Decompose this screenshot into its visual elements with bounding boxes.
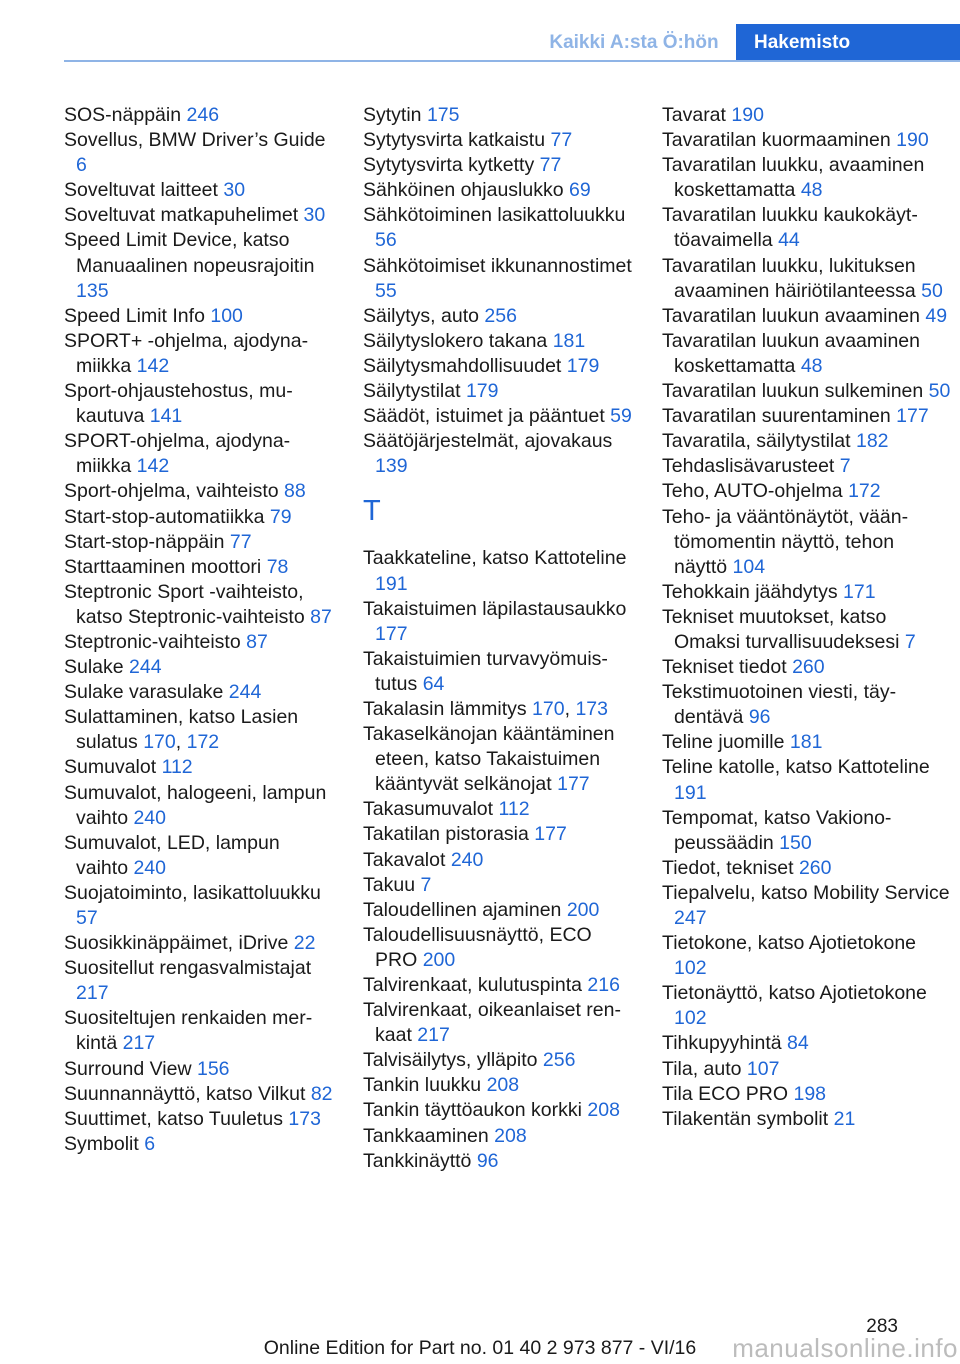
index-entry-text: Teho, AUTO-ohjelma bbox=[662, 480, 849, 503]
index-entry-text: Suunnannäyttö, katso Vilkut bbox=[64, 1082, 311, 1105]
page-reference-link[interactable]: 260 bbox=[798, 856, 832, 879]
index-entry bbox=[363, 597, 635, 647]
page-reference-link[interactable]: 48 bbox=[800, 354, 823, 377]
page-reference-link[interactable]: 208 bbox=[494, 1124, 527, 1147]
index-entry bbox=[363, 103, 635, 128]
index-entry-text: Sport-ohjelma, vaihteisto bbox=[64, 480, 285, 503]
index-entry bbox=[64, 429, 336, 479]
index-entry bbox=[64, 128, 336, 178]
index-entry-text: Tankin täyttöaukon korkki bbox=[363, 1099, 588, 1122]
index-entry-text: Tilakentän symbolit bbox=[662, 1107, 834, 1130]
index-entry-text: Säätöjärjestelmät, ajovakaus bbox=[363, 430, 613, 453]
index-entry-text: Tavaratilan luukku kaukokäyttöavaimella bbox=[662, 204, 918, 252]
page-reference-link[interactable]: 179 bbox=[566, 354, 600, 377]
page-reference-link[interactable]: 208 bbox=[486, 1074, 520, 1097]
index-entry bbox=[64, 1006, 336, 1056]
page-reference-link[interactable]: 7 bbox=[420, 873, 432, 896]
index-entry-text: Teho- ja vääntönäytöt, vääntömomentin näyttö, tehon näyttö bbox=[662, 505, 909, 578]
index-entry bbox=[363, 178, 635, 203]
index-entry bbox=[64, 755, 336, 780]
index-entry bbox=[363, 329, 635, 354]
page-reference-link[interactable]: 56 bbox=[375, 229, 397, 252]
index-entry bbox=[662, 379, 952, 404]
index-entry bbox=[662, 429, 952, 454]
index-entry-text: Tila, auto bbox=[662, 1057, 747, 1080]
index-entry-text: Sytytin bbox=[363, 104, 427, 126]
page-reference-link[interactable]: 6 bbox=[144, 1132, 156, 1155]
index-entry bbox=[64, 680, 336, 705]
page-reference-link[interactable]: 179 bbox=[465, 380, 499, 403]
index-entry bbox=[64, 103, 336, 128]
index-entry-text: Tavaratilan luukun sulkeminen bbox=[662, 380, 929, 403]
index-entry-text: Taakkateline, katso Kattoteline bbox=[363, 547, 627, 570]
index-entry-text: Teline juomille bbox=[662, 731, 790, 754]
page-reference-link[interactable]: 102 bbox=[674, 957, 707, 980]
index-entry-text: Suositeltujen renkaiden merkintä bbox=[64, 1007, 313, 1055]
index-entry-text: Tavaratilan luukun avaaminen bbox=[662, 304, 926, 327]
index-entry-text: Takuu bbox=[363, 873, 421, 896]
index-entry-text: Talvirenkaat, kulutuspinta bbox=[363, 974, 588, 996]
page-reference-link[interactable]: 78 bbox=[266, 555, 289, 578]
page-reference-link[interactable]: 102 bbox=[674, 1007, 707, 1030]
index-entry-text: Taloudellinen ajaminen bbox=[363, 898, 567, 921]
index-entry bbox=[64, 1082, 336, 1107]
index-entry bbox=[64, 781, 336, 831]
index-entry-text: Tavaratilan luukku, lukituksen avaaminen häiriötilanteessa bbox=[662, 254, 922, 302]
index-entry bbox=[363, 1048, 635, 1073]
page-reference-link[interactable]: 96 bbox=[476, 1149, 499, 1172]
page-reference-link[interactable]: 171 bbox=[843, 580, 876, 603]
page-reference-link[interactable]: 50 bbox=[928, 380, 951, 403]
page-reference-link[interactable]: 79 bbox=[269, 505, 292, 528]
index-entry-text: Tihkupyyhintä bbox=[662, 1032, 788, 1055]
page-reference-link[interactable]: 30 bbox=[223, 179, 246, 202]
index-entry bbox=[363, 304, 635, 329]
page-reference-link[interactable]: 44 bbox=[778, 229, 800, 252]
page-reference-link[interactable]: 49 bbox=[925, 304, 948, 327]
page-reference-link[interactable]: 64 bbox=[422, 672, 445, 695]
index-entry-text: Tietonäyttö, katso Ajotietokone bbox=[662, 982, 927, 1005]
page-reference-link[interactable]: 21 bbox=[833, 1107, 856, 1130]
index-entry bbox=[662, 103, 952, 128]
index-entry: Sulattaminen, katso Lasien sulatus 170, 172 bbox=[64, 706, 299, 754]
page-reference-link[interactable]: 177 bbox=[896, 405, 929, 428]
index-entry-text: Säilytystilat bbox=[363, 380, 466, 403]
index-entry-text: Takavalot bbox=[363, 848, 451, 871]
index-column-3 bbox=[662, 103, 952, 1132]
index-entry bbox=[363, 722, 635, 797]
page-header bbox=[0, 0, 960, 66]
index-entry: Takalasin lämmitys 170, 173 bbox=[363, 697, 608, 720]
page-reference-link[interactable]: 104 bbox=[732, 555, 766, 578]
page-reference-link[interactable]: 84 bbox=[787, 1032, 809, 1055]
page-reference-link[interactable]: 173 bbox=[575, 697, 608, 720]
index-entry bbox=[363, 998, 635, 1048]
page-reference-link[interactable]: 256 bbox=[484, 304, 517, 327]
page-reference-link[interactable]: 173 bbox=[288, 1107, 321, 1130]
index-entry bbox=[662, 730, 952, 755]
index-entry-text: SPORT+ -ohjelma, ajodynamiikka bbox=[64, 329, 309, 377]
page-reference-link[interactable]: 77 bbox=[229, 530, 252, 553]
index-entry bbox=[662, 605, 952, 655]
page-reference-link[interactable]: 177 bbox=[534, 823, 567, 846]
index-entry bbox=[662, 454, 952, 479]
page-reference-link[interactable]: 7 bbox=[904, 630, 916, 653]
index-entry-text: Steptronic-vaihteisto bbox=[64, 630, 247, 653]
page-reference-link[interactable]: 190 bbox=[731, 104, 764, 126]
index-entry bbox=[64, 1057, 336, 1082]
index-entry bbox=[64, 555, 336, 580]
index-entry bbox=[64, 630, 336, 655]
index-entry-text: Tavarat bbox=[662, 104, 732, 126]
index-entry bbox=[363, 379, 635, 404]
page-reference-link[interactable]: 57 bbox=[76, 907, 98, 929]
page-reference-link[interactable]: 139 bbox=[375, 455, 408, 478]
index-entry-text: Tehdaslisävarusteet bbox=[662, 455, 840, 478]
index-entry bbox=[363, 923, 635, 973]
page-reference-link[interactable]: 142 bbox=[136, 354, 170, 377]
index-entry-text: Sovellus, BMW Driver’s Guide bbox=[64, 129, 326, 152]
index-entry bbox=[662, 329, 952, 379]
page-reference-link[interactable]: 198 bbox=[793, 1082, 827, 1105]
index-entry bbox=[363, 873, 635, 898]
page-reference-link[interactable]: 240 bbox=[450, 848, 484, 871]
index-entry bbox=[363, 797, 635, 822]
index-entry-text: Start-stop-automatiikka bbox=[64, 505, 270, 528]
page-reference-link[interactable]: 181 bbox=[789, 731, 823, 754]
watermark: manualsonline.info bbox=[732, 1333, 958, 1363]
edition-footer: Online Edition for Part no. 01 40 2 973 877 - VI/16 bbox=[263, 1337, 697, 1359]
index-entry-text: Takaselkänojan kääntäminen eteen, katso Takaistuimen kääntyvät selkänojat bbox=[363, 723, 615, 796]
index-entry bbox=[64, 479, 336, 504]
index-entry-text: Tavaratilan kuormaaminen bbox=[662, 129, 897, 152]
index-entry-text: Sähkötoiminen lasikattoluukku bbox=[363, 204, 626, 227]
index-entry bbox=[64, 655, 336, 680]
index-entry-text: Teline katolle, katso Kattoteline bbox=[662, 756, 930, 779]
index-entry-text: Suojatoiminto, lasikattoluukku bbox=[64, 881, 321, 904]
index-entry-text: Sähkötoimiset ikkunannostimet bbox=[363, 254, 632, 277]
index-entry-text: Talvirenkaat, oikeanlaiset renkaat bbox=[363, 999, 621, 1047]
index-entry bbox=[363, 546, 635, 596]
index-entry bbox=[64, 881, 336, 931]
index-entry bbox=[64, 831, 336, 881]
page-reference-link[interactable]: 170 bbox=[143, 731, 176, 754]
index-entry-text: Suuttimet, katso Tuuletus bbox=[64, 1107, 289, 1130]
page-reference-link[interactable]: 7 bbox=[839, 455, 851, 478]
index-entry bbox=[662, 1082, 952, 1107]
index-entry-text: Starttaaminen moottori bbox=[64, 555, 267, 578]
page-reference-link[interactable]: 55 bbox=[375, 279, 397, 302]
index-entry-text: Symbolit bbox=[64, 1132, 145, 1155]
page-reference-link[interactable]: 172 bbox=[848, 480, 881, 503]
index-entry bbox=[662, 580, 952, 605]
page-reference-link[interactable]: 190 bbox=[896, 129, 929, 152]
page-reference-link[interactable]: 150 bbox=[779, 831, 812, 854]
index-entry-text: Tavaratilan suurentaminen bbox=[662, 405, 897, 428]
page-reference-link[interactable]: 217 bbox=[122, 1032, 156, 1055]
index-tab[interactable]: Hakemisto bbox=[736, 24, 960, 62]
index-entry-text: Sähköinen ohjauslukko bbox=[363, 179, 569, 202]
page-reference-link[interactable]: 217 bbox=[417, 1024, 450, 1047]
index-entry-text: Soveltuvat laitteet bbox=[64, 179, 224, 202]
page-reference-link[interactable]: 107 bbox=[746, 1057, 780, 1080]
index-entry-text: Takalasin lämmitys bbox=[363, 697, 533, 720]
page-reference-link[interactable]: 69 bbox=[568, 179, 591, 202]
page-reference-link[interactable]: 77 bbox=[539, 154, 562, 177]
page-reference-link[interactable]: 87 bbox=[246, 630, 268, 653]
index-entry-text: Steptronic Sport -vaihteisto, katso Steptronic-vaihteisto bbox=[64, 580, 311, 628]
index-entry bbox=[64, 178, 336, 203]
index-entry bbox=[64, 203, 336, 228]
page-reference-link[interactable]: 244 bbox=[228, 681, 262, 704]
index-entry bbox=[363, 153, 635, 178]
index-entry bbox=[662, 981, 952, 1031]
index-column-2 bbox=[363, 103, 635, 1174]
index-entry-text: Taloudellisuusnäyttö, ECO PRO bbox=[363, 923, 592, 971]
page-reference-link[interactable]: 88 bbox=[284, 480, 306, 503]
index-entry bbox=[64, 379, 336, 429]
index-entry-text: Suositellut rengasvalmistajat bbox=[64, 957, 312, 980]
page-reference-link[interactable]: 156 bbox=[196, 1057, 230, 1080]
index-entry-text: Takaistuimien turvavyömuistutus bbox=[363, 647, 608, 695]
page-reference-link[interactable]: 142 bbox=[136, 455, 170, 478]
page-reference-link[interactable]: 59 bbox=[610, 405, 632, 428]
page-reference-link[interactable]: 50 bbox=[921, 279, 943, 302]
page-reference-link[interactable]: 182 bbox=[855, 430, 889, 453]
index-entry-text: Soveltuvat matkapuhelimet bbox=[64, 204, 304, 227]
index-entry-text: Sulake bbox=[64, 656, 130, 679]
index-entry-text: Sytytysvirta katkaistu bbox=[363, 129, 551, 152]
index-entry-text: Tekniset muutokset, katso Omaksi turvallisuudeksesi bbox=[662, 605, 905, 653]
index-entry-text: Tankkaaminen bbox=[363, 1124, 495, 1147]
index-entry-text: Säädöt, istuimet ja pääntuet bbox=[363, 405, 611, 428]
header-rule bbox=[64, 60, 960, 62]
index-entry bbox=[64, 530, 336, 555]
index-entry-text: Tankkinäyttö bbox=[363, 1149, 477, 1172]
index-entry bbox=[662, 856, 952, 881]
index-entry bbox=[662, 806, 952, 856]
page-reference-link[interactable]: 240 bbox=[133, 806, 166, 829]
index-entry bbox=[363, 1098, 635, 1123]
index-entry bbox=[662, 479, 952, 504]
page-reference-link[interactable]: 96 bbox=[748, 706, 771, 729]
index-entry-text: Takatilan pistorasia bbox=[363, 823, 535, 846]
page-reference-link[interactable]: 181 bbox=[552, 329, 586, 352]
index-entry-text: SPORT-ohjelma, ajodynamiikka bbox=[64, 430, 291, 478]
index-entry bbox=[363, 254, 635, 304]
index-entry-text: Suosikkinäppäimet, iDrive bbox=[64, 932, 294, 955]
index-entry bbox=[64, 1132, 336, 1157]
page-number: 283 bbox=[866, 1316, 898, 1337]
index-entry bbox=[64, 1107, 336, 1132]
page-reference-link[interactable]: 260 bbox=[792, 656, 825, 679]
page-reference-link[interactable]: 112 bbox=[161, 756, 193, 779]
index-entry bbox=[662, 1057, 952, 1082]
page-reference-link[interactable]: 200 bbox=[566, 898, 600, 921]
index-entry-text: Tempomat, katso Vakionopeussäädin bbox=[662, 806, 892, 854]
index-entry-text: Tekstimuotoinen viesti, täydentävä bbox=[662, 681, 897, 729]
index-column-1 bbox=[64, 103, 336, 1157]
index-entry bbox=[363, 848, 635, 873]
index-entry bbox=[662, 254, 952, 304]
index-entry-text: Tietokone, katso Ajotietokone bbox=[662, 932, 917, 955]
index-entry-text: Sytytysvirta kytketty bbox=[363, 154, 540, 177]
page-reference-link[interactable]: 240 bbox=[133, 856, 166, 879]
index-entry bbox=[662, 128, 952, 153]
index-entry bbox=[662, 153, 952, 203]
index-entry bbox=[363, 354, 635, 379]
index-entry bbox=[363, 1149, 635, 1174]
index-entry-text: Tiedot, tekniset bbox=[662, 856, 799, 879]
page-reference-link[interactable]: 6 bbox=[76, 154, 87, 177]
index-entry-text: Tavaratila, säilytystilat bbox=[662, 430, 856, 453]
page-reference-link[interactable]: 172 bbox=[186, 731, 220, 754]
index-entry bbox=[363, 822, 635, 847]
index-entry bbox=[363, 203, 635, 253]
index-entry bbox=[662, 1031, 952, 1056]
page-reference-link[interactable]: 208 bbox=[587, 1099, 620, 1122]
index-entry-text: Tekniset tiedot bbox=[662, 656, 793, 679]
index-entry-text: Tila ECO PRO bbox=[662, 1082, 794, 1105]
page-reference-link[interactable]: 177 bbox=[375, 622, 408, 645]
index-entry-text: Sumuvalot, halogeeni, lampun vaihto bbox=[64, 781, 327, 829]
index-entry bbox=[662, 203, 952, 253]
index-entry-text: Start-stop-näppäin bbox=[64, 530, 230, 553]
index-entry bbox=[662, 1107, 952, 1132]
index-entry-text: Takaistuimen läpilastausaukko bbox=[363, 597, 627, 620]
index-entry-text: Sport-ohjaustehostus, mukautuva bbox=[64, 380, 293, 428]
index-entry bbox=[662, 655, 952, 680]
index-entry bbox=[662, 881, 952, 931]
index-entry-text: Talvisäilytys, ylläpito bbox=[363, 1049, 543, 1072]
index-entry bbox=[64, 931, 336, 956]
page-reference-link[interactable]: 247 bbox=[674, 907, 707, 929]
index-entry bbox=[363, 128, 635, 153]
page-reference-link[interactable]: 135 bbox=[76, 279, 109, 302]
index-entry-text: Tavaratilan luukku, avaaminen koskettamatta bbox=[662, 154, 925, 202]
page-reference-link[interactable]: 256 bbox=[542, 1049, 576, 1072]
section-tab[interactable]: Kaikki A:sta Ö:hön bbox=[549, 32, 719, 53]
page-reference-link[interactable]: 22 bbox=[293, 932, 316, 955]
index-entry bbox=[662, 505, 952, 580]
index-entry-text: Tankin luukku bbox=[363, 1074, 487, 1097]
index-entry-text: Sumuvalot bbox=[64, 756, 162, 779]
index-entry-text: Säilytys, auto bbox=[363, 304, 485, 327]
index-entry bbox=[662, 304, 952, 329]
page-reference-link[interactable]: 141 bbox=[149, 405, 183, 428]
index-entry bbox=[64, 304, 336, 329]
index-entry bbox=[363, 429, 635, 479]
index-entry bbox=[64, 580, 336, 630]
index-entry bbox=[363, 1124, 635, 1149]
index-entry bbox=[662, 755, 952, 805]
index-entry bbox=[64, 505, 336, 530]
index-entry-text: Sulattaminen, katso Lasien sulatus bbox=[64, 706, 299, 754]
page-reference-link[interactable]: 82 bbox=[310, 1082, 333, 1105]
page-reference-link[interactable]: 191 bbox=[375, 572, 408, 595]
page-reference-link[interactable]: 100 bbox=[210, 304, 243, 327]
page-reference-link[interactable]: 191 bbox=[674, 781, 707, 804]
index-entry-text: Säilytyslokero takana bbox=[363, 329, 553, 352]
page-reference-link[interactable]: 200 bbox=[422, 948, 456, 971]
index-letter-heading: T bbox=[363, 495, 381, 528]
page-reference-link[interactable]: 112 bbox=[498, 798, 530, 821]
page-reference-link[interactable]: 216 bbox=[587, 974, 620, 996]
index-entry bbox=[662, 931, 952, 981]
index-entry bbox=[662, 680, 952, 730]
index-entry-text: Tiepalvelu, katso Mobility Service bbox=[662, 881, 950, 904]
index-entry bbox=[64, 329, 336, 379]
index-entry-text: Tehokkain jäähdytys bbox=[662, 580, 844, 603]
page-reference-link[interactable]: 246 bbox=[186, 104, 220, 126]
page-reference-link[interactable]: 170 bbox=[532, 697, 565, 720]
index-entry-text: Takasumuvalot bbox=[363, 798, 499, 821]
index-entry-text: Sulake varasulake bbox=[64, 681, 229, 704]
index-entry-text: Tavaratilan luukun avaaminen koskettamatta bbox=[662, 329, 920, 377]
index-entry bbox=[363, 973, 635, 998]
page-reference-link[interactable]: 48 bbox=[800, 179, 823, 202]
page-reference-link[interactable]: 244 bbox=[129, 656, 162, 679]
index-entry bbox=[363, 1073, 635, 1098]
index-entry-text: Surround View bbox=[64, 1057, 197, 1080]
index-entry-text: Säilytysmahdollisuudet bbox=[363, 354, 567, 377]
index-entry bbox=[64, 228, 336, 303]
page-reference-link[interactable]: 77 bbox=[550, 129, 573, 152]
index-entry-text: Speed Limit Device, katso Manuaalinen nopeusrajoitin bbox=[64, 229, 315, 277]
index-entry-text: Speed Limit Info bbox=[64, 304, 211, 327]
page-reference-link[interactable]: 87 bbox=[310, 605, 332, 628]
index-entry-text: Sumuvalot, LED, lampun vaihto bbox=[64, 831, 280, 879]
index-entry bbox=[662, 404, 952, 429]
page-reference-link[interactable]: 30 bbox=[303, 204, 326, 227]
page-reference-link[interactable]: 217 bbox=[76, 982, 109, 1005]
index-entry-text: SOS-näppäin bbox=[64, 104, 187, 126]
index-entry bbox=[363, 647, 635, 697]
index-entry bbox=[363, 404, 635, 429]
index-entry bbox=[363, 898, 635, 923]
index-entry bbox=[64, 956, 336, 1006]
page-reference-link[interactable]: 175 bbox=[426, 104, 460, 126]
page-reference-link[interactable]: 177 bbox=[557, 773, 590, 796]
